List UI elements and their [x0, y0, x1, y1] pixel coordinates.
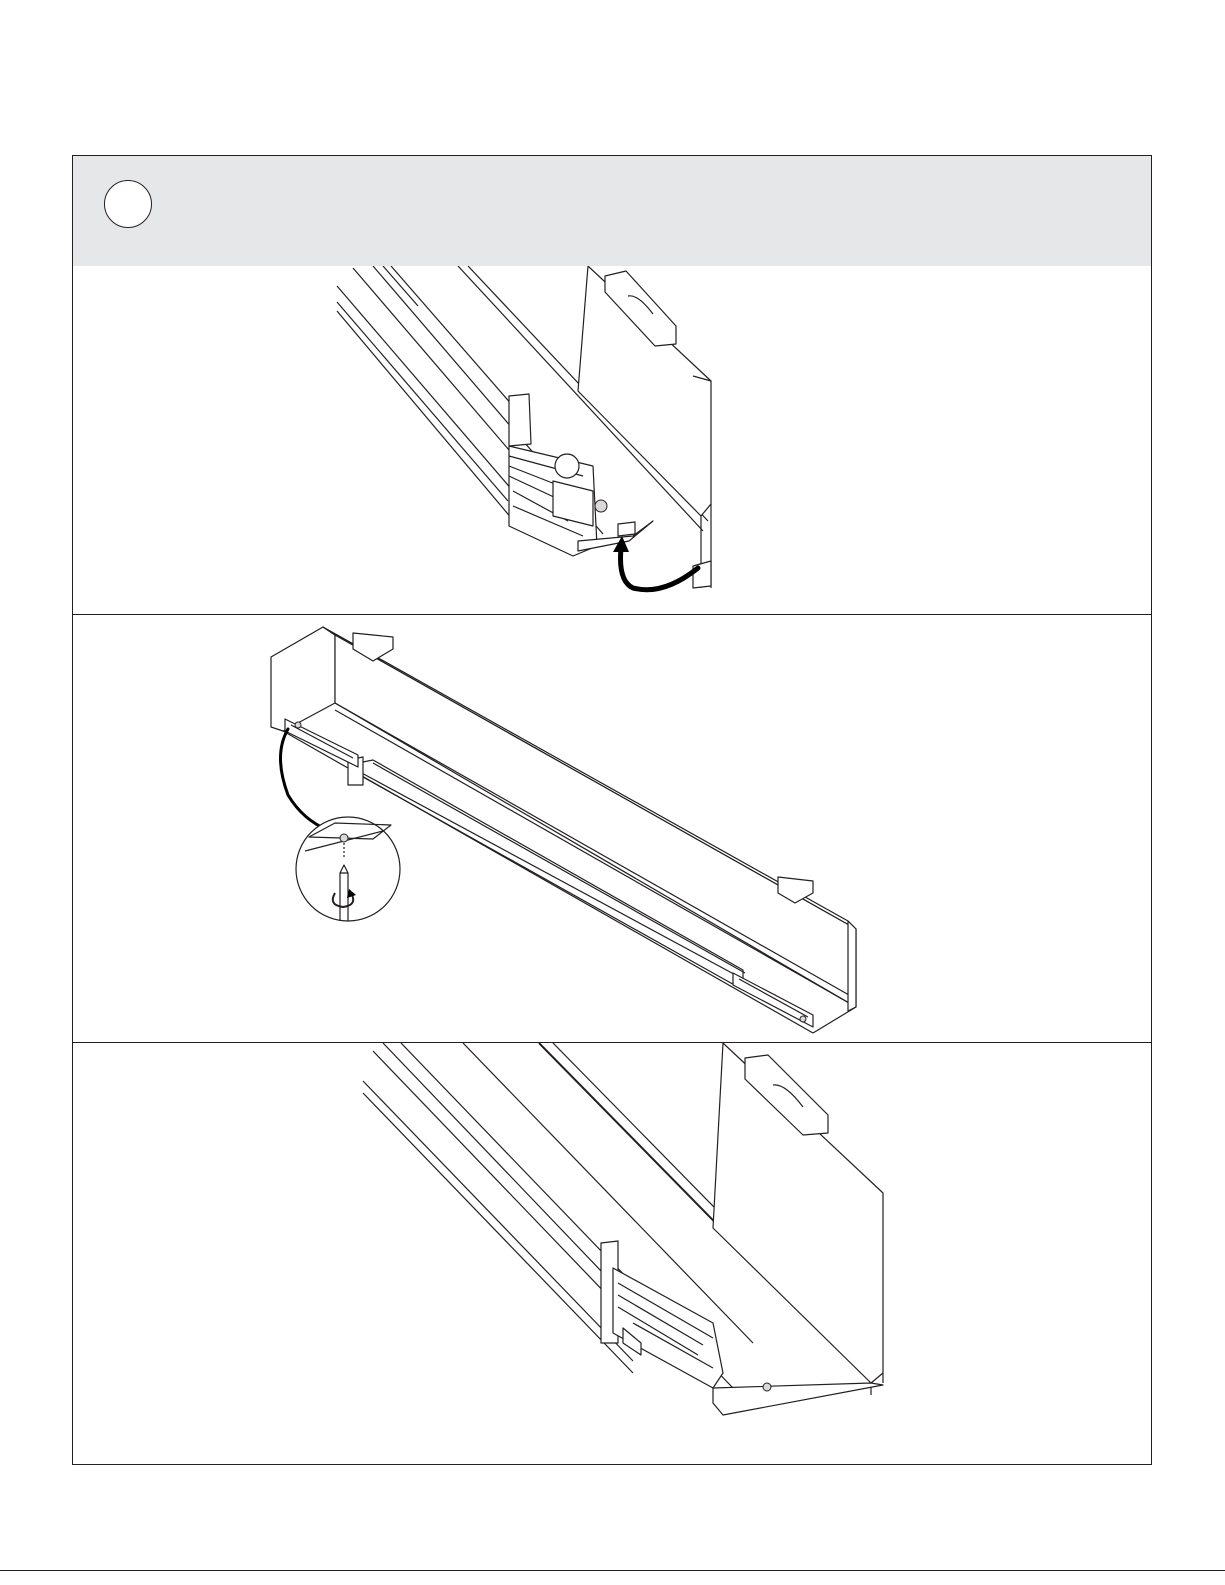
panel-3-detail-end-closed — [73, 1042, 1151, 1465]
panel-1-detail-end-bracket — [73, 266, 1151, 614]
housing-body — [713, 1043, 883, 1395]
fixture-overview-drawing — [73, 615, 1151, 1043]
panel-2-fixture-overview — [73, 614, 1151, 1043]
fixture-end-drawing-2 — [73, 1043, 1151, 1465]
instruction-sheet — [72, 155, 1152, 1465]
fixture-end-drawing-1 — [73, 266, 1151, 614]
page-bottom-rule — [0, 1570, 1225, 1571]
step-number-circle — [104, 180, 152, 228]
curved-arrow-icon — [613, 536, 698, 590]
step-header — [73, 156, 1151, 266]
